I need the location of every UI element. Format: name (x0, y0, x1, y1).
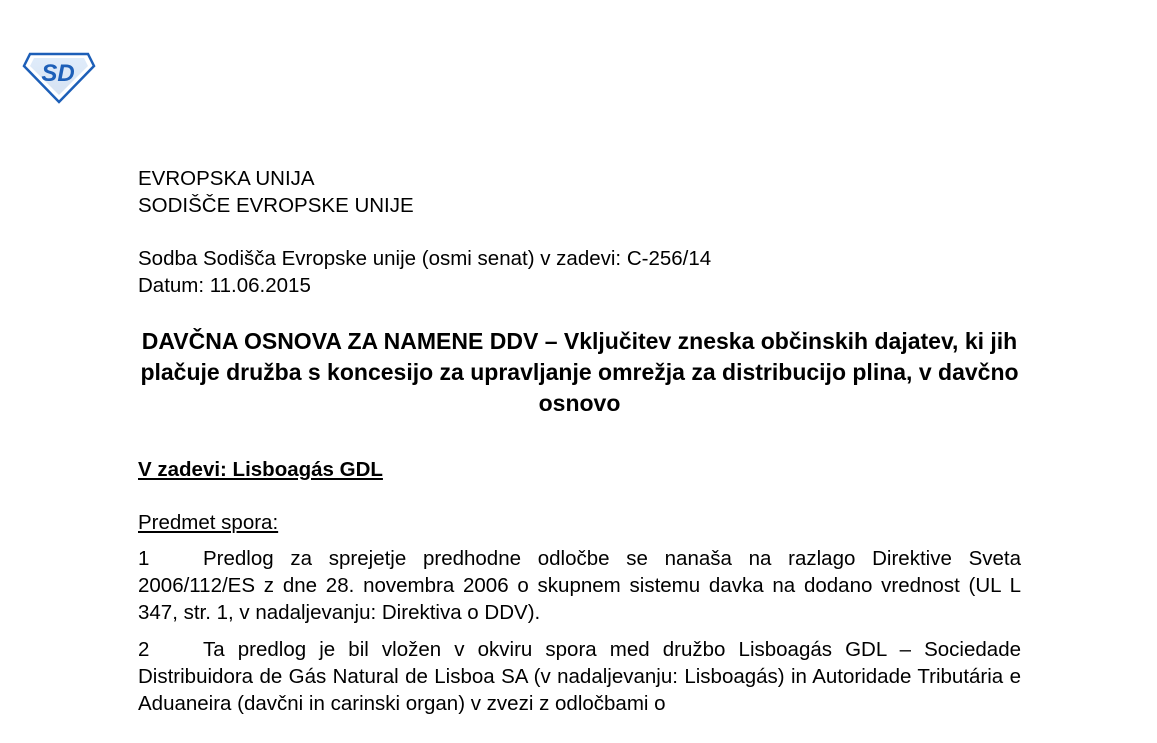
publisher-logo-icon (22, 50, 96, 104)
paragraph-text: Predlog za sprejetje predhodne odločbe se nanaša na razlago Direktive Sveta 2006/112/ES z dne 28. novembra 2006 o skupnem sistemu davka na dodano vrednost (UL L 347, str. 1, v nadaljevanju: Direktiva o DDV). (138, 547, 1021, 624)
paragraph (138, 545, 1021, 626)
document-title: DAVČNA OSNOVA ZA NAMENE DDV – Vključitev zneska občinskih dajatev, ki jih plačuje družba s koncesijo za upravljanje omrežja za distribucijo plina, v davčno osnovo (140, 328, 1019, 416)
paragraph-text: Ta predlog je bil vložen v okviru spora med družbo Lisboagás GDL – Sociedade Distribuidora de Gás Natural de Lisboa SA (v nadaljevanju: Lisboagás) in Autoridade Tributária e Aduaneira (davčni in carinski organ) v zvezi z odločbami o (138, 638, 1021, 715)
judgment-date: Datum: 11.06.2015 (138, 274, 311, 297)
case-subject: V zadevi: Lisboagás GDL (138, 458, 383, 481)
court-name-heading: SODIŠČE EVROPSKE UNIJE (138, 194, 414, 217)
paragraph (138, 636, 1021, 717)
judgment-reference: Sodba Sodišča Evropske unije (osmi senat) v zadevi: C-256/14 (138, 247, 712, 270)
document-page (138, 165, 1021, 717)
section-label: Predmet spora: (138, 511, 279, 534)
paragraph-number: 2 (138, 638, 150, 661)
paragraph-number: 1 (138, 547, 150, 570)
svg-text:SD: SD (41, 60, 75, 87)
court-union-heading: EVROPSKA UNIJA (138, 167, 315, 190)
